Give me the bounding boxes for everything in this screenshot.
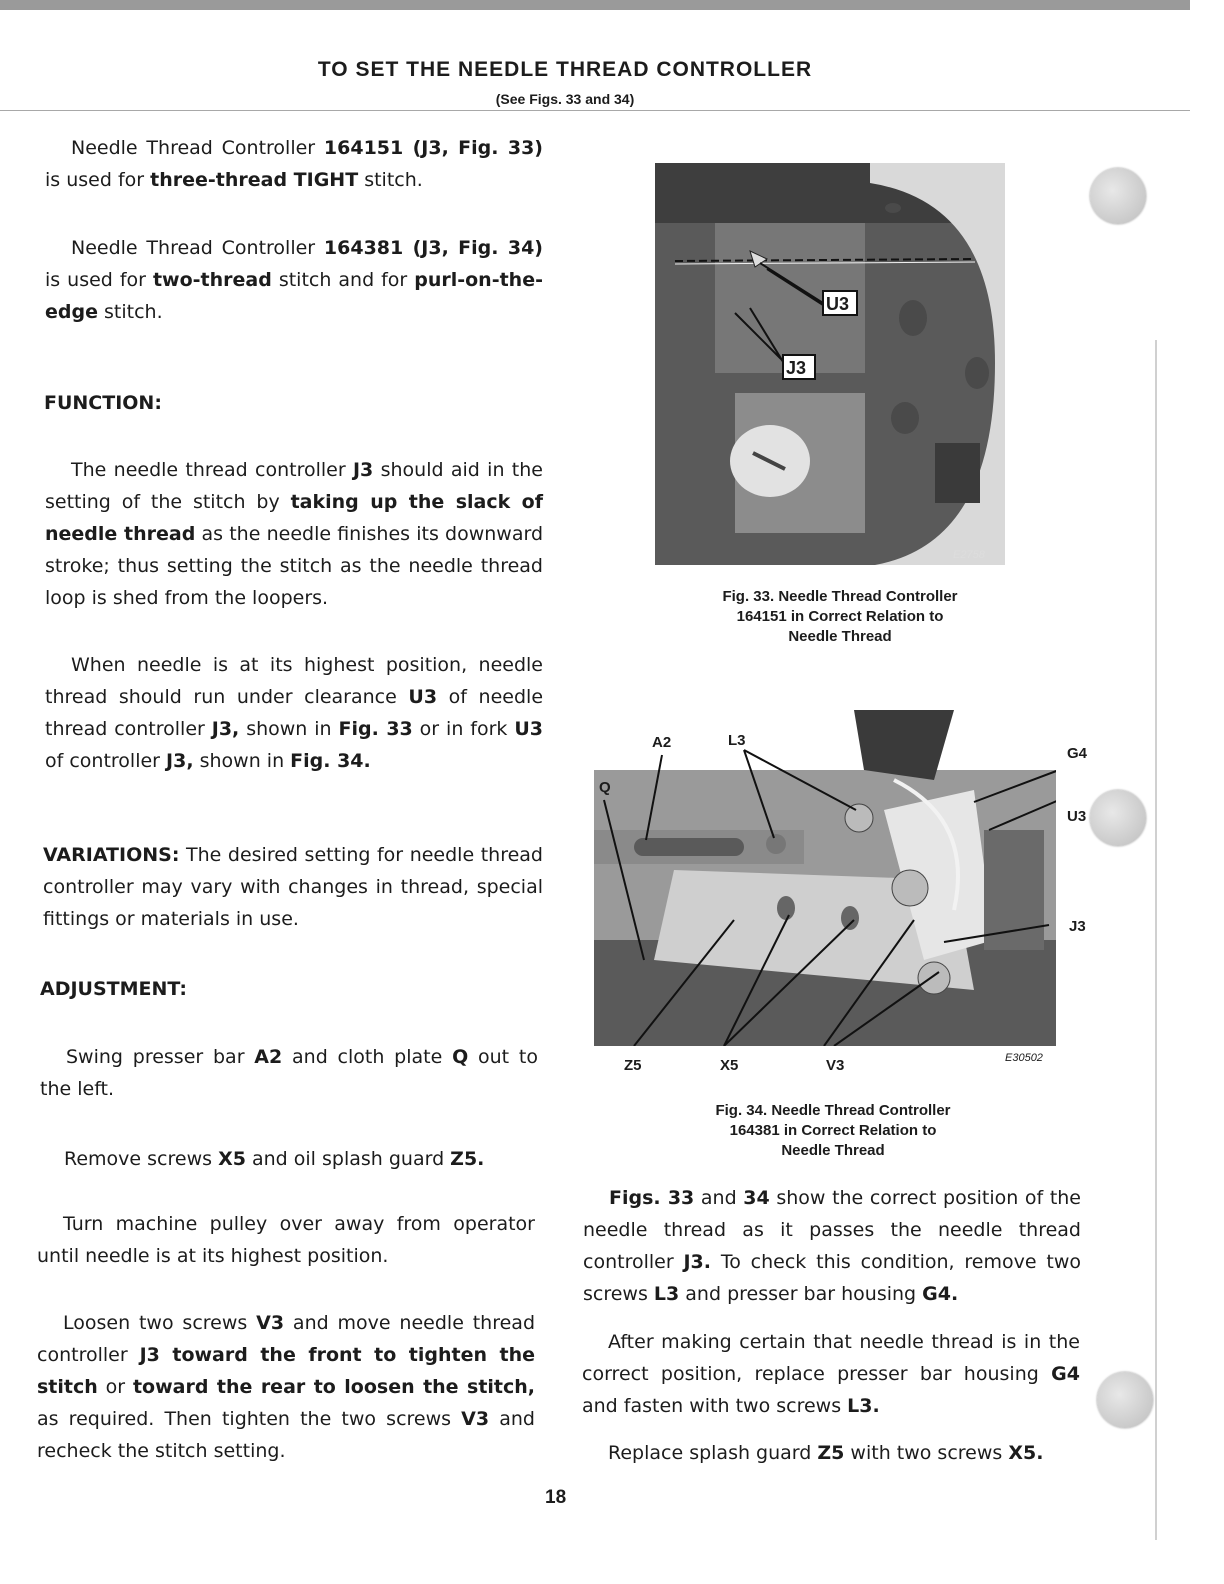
fig33-code: E2758 [953,549,985,561]
fig34-caption [653,1101,1013,1161]
paragraph-needle-position: When needle is at its highest position, needle thread should run under clearance U3 of needle thread controller J3, shown in Fig. 33 or in fork U3 of controller J3, shown in Fig. 34. [45,654,544,772]
fig34-label-u3: U3 [1067,808,1087,825]
fig33-label-j3: J3 [786,358,807,378]
paragraph-replace-housing: After making certain that needle thread is in the correct position, replace presser bar housing G4 and fasten with two screws L3. [582,1331,1080,1417]
fig34-caption-line2: 164381 in Correct Relation to [729,1122,937,1139]
fig34-label-g4: G4 [1067,745,1088,762]
fig33-photo [655,163,1005,565]
fig33-caption-line3: Needle Thread [788,628,892,645]
page-subtitle: (See Figs. 33 and 34) [495,91,635,107]
binder-hole-bottom [1097,1372,1153,1428]
fig34-label-q: Q [599,779,611,796]
paragraph-variations: VARIATIONS: The desired setting for needle thread controller may vary with changes in thread, special fittings or materials in use. [43,844,543,930]
fig33-caption-line2: 164151 in Correct Relation to [736,608,944,625]
fig33-caption-line1: Fig. 33. Needle Thread Controller [722,588,958,605]
paragraph-remove-screws: Remove screws X5 and oil splash guard Z5. [64,1148,485,1170]
paragraph-replace-splash-guard: Replace splash guard Z5 with two screws X5. [608,1442,1044,1464]
fig34-label-v3: V3 [826,1057,845,1074]
page-number: 18 [545,1487,567,1508]
fig33-illustration [655,163,1005,565]
fig34-code: E30502 [1005,1052,1043,1064]
top-border [0,0,1190,10]
fig34-label-a2: A2 [652,734,672,751]
fig34-label-j3: J3 [1069,918,1086,935]
paragraph-figs-show: Figs. 33 and 34 show the correct position of the needle thread as it passes the needle thread controller J3. To check this condition, remove two screws L3 and presser bar housing G4. [583,1187,1082,1305]
page-title: TO SET THE NEEDLE THREAD CONTROLLER [317,58,813,81]
fig33-caption [660,587,1020,647]
binder-hole-middle [1090,790,1146,846]
header-rule [0,110,1190,111]
fig34-photo [594,710,1056,1046]
fig34-caption-line1: Fig. 34. Needle Thread Controller [715,1102,951,1119]
paragraph-controller-164381: Needle Thread Controller 164381 (J3, Fig. 34) is used for two-thread stitch and for purl-on-the-edge stitch. [45,237,543,323]
paragraph-function: The needle thread controller J3 should aid in the setting of the stitch by taking up the slack of needle thread as the needle finishes its downward stroke; thus setting the stitch as the needle thread loop is shed from the loopers. [45,459,544,609]
binder-hole-top [1090,168,1146,224]
fig34-label-x5: X5 [720,1057,739,1074]
fig34-label-z5: Z5 [624,1057,642,1074]
paragraph-turn-pulley: Turn machine pulley over away from operator until needle is at its highest position. [37,1213,535,1267]
paragraph-swing-presser-bar: Swing presser bar A2 and cloth plate Q out to the left. [40,1046,538,1100]
fig34-illustration [594,710,1056,1046]
paragraph-controller-164151: Needle Thread Controller 164151 (J3, Fig. 33) is used for three-thread TIGHT stitch. [45,137,543,191]
fig34-label-l3: L3 [728,732,746,749]
fig33-label-u3: U3 [826,294,850,314]
adjustment-heading: ADJUSTMENT: [40,978,187,1000]
right-margin-rule [1155,340,1157,1540]
fig34-caption-line3: Needle Thread [781,1142,885,1159]
paragraph-loosen-screws: Loosen two screws V3 and move needle thread controller J3 toward the front to tighten the stitch or toward the rear to loosen the stitch, as required. Then tighten the two screws V3 and recheck the stitch setting. [37,1312,536,1462]
function-heading: FUNCTION: [44,392,162,414]
